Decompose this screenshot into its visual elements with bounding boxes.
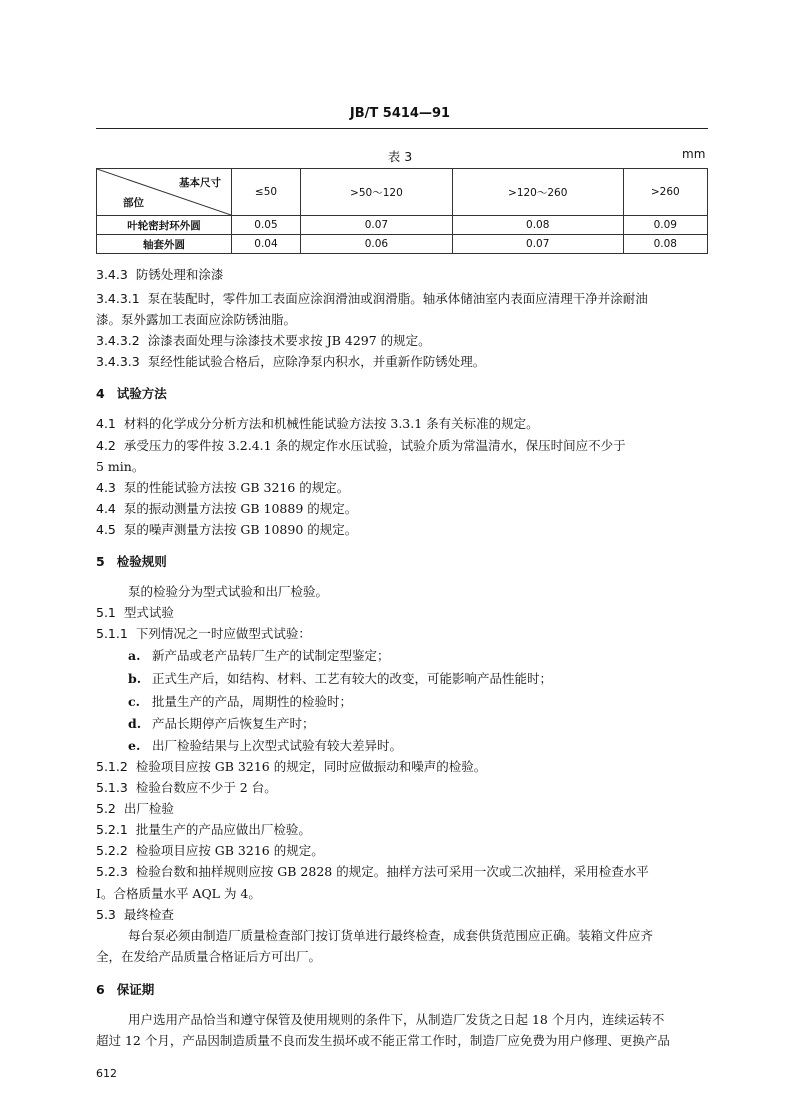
table-cell: 0.06 (300, 235, 452, 254)
clause-5-1-3 (96, 778, 277, 796)
clause-text: 型式试验 (123, 605, 174, 620)
list-item (128, 736, 402, 754)
list-item-text: 出厂检验结果与上次型式试验有较大差异时。 (152, 738, 403, 753)
section-5-intro: 泵的检验分为型式试验和出厂检验。 (128, 584, 329, 599)
column-header: >260 (623, 169, 707, 216)
section-6-text: 用户选用产品恰当和遵守保管及使用规则的条件下，从制造厂发货之日起 18 个月内，连续运转不 (128, 1012, 665, 1027)
clause-number: 4.5 (96, 522, 116, 537)
section-number: 5 (96, 554, 105, 569)
clause-number: 5.1.3 (96, 780, 128, 795)
clause-text: 泵的噪声测量方法按 GB 10890 的规定。 (123, 522, 358, 537)
clause-5-2-3 (96, 862, 649, 880)
clause-5-3-text: 每台泵必须由制造厂质量检查部门按订货单进行最终检查，成套供货范围应正确。装箱文件应齐 (128, 928, 654, 943)
clause-text: 泵的性能试验方法按 GB 3216 的规定。 (123, 480, 350, 495)
clause-5-1-2 (96, 757, 486, 775)
clause-5-2-2 (96, 841, 324, 859)
header-rule (96, 128, 708, 129)
table-cell: 0.04 (232, 235, 301, 254)
clause-5-1 (96, 603, 174, 621)
list-item-label: b. (128, 671, 142, 686)
table-row (97, 216, 708, 235)
table-cell: 0.09 (623, 216, 707, 235)
column-header: >50～120 (300, 169, 452, 216)
clause-3-4-3-1-cont: 漆。泵外露加工表面应涂防锈油脂。 (96, 312, 297, 327)
page-number: 612 (96, 1067, 117, 1080)
list-item (128, 646, 390, 664)
diag-top-label: 基本尺寸 (179, 177, 221, 189)
section-number: 6 (96, 982, 105, 997)
section-5-heading (96, 552, 167, 570)
clause-5-1-1 (96, 624, 311, 642)
clause-text: 泵在装配时，零件加工表面应涂润滑油或润滑脂。轴承体储油室内表面应清理干净并涂耐油 (147, 291, 648, 306)
clause-number: 5.2.2 (96, 843, 128, 858)
clause-3-4-3-2 (96, 331, 431, 349)
clause-5-2-3-cont: Ⅰ。合格质量水平 AQL 为 4。 (96, 886, 261, 901)
clause-4-5 (96, 520, 357, 538)
list-item-text: 正式生产后，如结构、材料、工艺有较大的改变，可能影响产品性能时； (152, 671, 553, 686)
section-6-text-cont: 超过 12 个月，产品因制造质量不良而发生损坏或不能正常工作时，制造厂应免费为用户修理、更换产品 (96, 1033, 670, 1048)
clause-5-3-text-cont: 全，在发给产品质量合格证后方可出厂。 (96, 949, 322, 964)
clause-5-3 (96, 905, 174, 923)
clause-number: 4.4 (96, 501, 116, 516)
clause-5-2 (96, 799, 174, 817)
table-caption: 表 3 (387, 149, 413, 164)
table-cell: 0.08 (452, 216, 623, 235)
clause-number: 3.4.3 (96, 267, 128, 282)
clause-4-3 (96, 478, 349, 496)
clause-4-2 (96, 436, 626, 454)
clause-number: 5.2.3 (96, 864, 128, 879)
clause-number: 5.2 (96, 801, 116, 816)
clause-text: 泵的振动测量方法按 GB 10889 的规定。 (123, 501, 358, 516)
clause-5-2-1 (96, 820, 311, 838)
clause-number: 5.1 (96, 605, 116, 620)
clause-text: 出厂检验 (123, 801, 174, 816)
clause-3-4-3-3 (96, 352, 485, 370)
column-header: >120～260 (452, 169, 623, 216)
list-item (128, 714, 315, 732)
clause-text: 涂漆表面处理与涂漆技术要求按 JB 4297 的规定。 (147, 333, 431, 348)
clause-number: 4.2 (96, 438, 116, 453)
clause-number: 4.3 (96, 480, 116, 495)
table-cell: 0.08 (623, 235, 707, 254)
clause-text: 检验项目应按 GB 3216 的规定，同时应做振动和噪声的检验。 (135, 759, 487, 774)
standard-header: JB/T 5414—91 (349, 106, 451, 121)
list-item-label: c. (128, 694, 140, 709)
list-item-label: d. (128, 716, 142, 731)
table-diagonal-header-cell (97, 169, 232, 216)
table-cell: 0.05 (232, 216, 301, 235)
section-6-heading (96, 980, 154, 998)
section-4-heading (96, 384, 167, 402)
clause-text: 批量生产的产品应做出厂检验。 (135, 822, 311, 837)
clause-4-1 (96, 414, 539, 432)
tolerance-table (96, 168, 708, 254)
clause-text: 检验台数应不少于 2 台。 (135, 780, 277, 795)
clause-4-4 (96, 499, 357, 517)
section-number: 4 (96, 386, 105, 401)
list-item-label: a. (128, 648, 141, 663)
clause-text: 泵经性能试验合格后，应除净泵内积水，并重新作防锈处理。 (147, 354, 486, 369)
table-cell: 0.07 (452, 235, 623, 254)
clause-3-4-3-1 (96, 289, 648, 307)
clause-text: 检验台数和抽样规则应按 GB 2828 的规定。抽样方法可采用一次或二次抽样，采用检查水平 (135, 864, 649, 879)
section-title: 检验规则 (116, 554, 167, 569)
clause-text: 材料的化学成分分析方法和机械性能试验方法按 3.3.1 条有关标准的规定。 (123, 416, 539, 431)
table-row (97, 235, 708, 254)
clause-title: 防锈处理和涂漆 (135, 267, 224, 282)
list-item (128, 669, 552, 687)
clause-number: 4.1 (96, 416, 116, 431)
clause-number: 5.1.2 (96, 759, 128, 774)
clause-number: 3.4.3.2 (96, 333, 140, 348)
clause-4-2-cont: 5 min。 (96, 459, 145, 474)
clause-number: 5.2.1 (96, 822, 128, 837)
row-label: 轴套外圆 (97, 235, 232, 254)
list-item-text: 批量生产的产品，周期性的检验时； (152, 694, 353, 709)
column-header: ≤50 (232, 169, 301, 216)
clause-number: 5.1.1 (96, 626, 128, 641)
table-header-row (97, 169, 708, 216)
diag-bottom-label: 部位 (123, 197, 144, 209)
table-unit: mm (682, 147, 706, 161)
clause-text: 最终检查 (123, 907, 174, 922)
list-item-text: 产品长期停产后恢复生产时； (152, 716, 315, 731)
list-item-text: 新产品或老产品转厂生产的试制定型鉴定； (152, 648, 390, 663)
list-item (128, 692, 352, 710)
clause-number: 3.4.3.1 (96, 291, 140, 306)
section-title: 试验方法 (116, 386, 167, 401)
table-cell: 0.07 (300, 216, 452, 235)
section-title: 保证期 (116, 982, 155, 997)
list-item-label: e. (128, 738, 141, 753)
clause-number: 5.3 (96, 907, 116, 922)
clause-text: 检验项目应按 GB 3216 的规定。 (135, 843, 324, 858)
clause-3-4-3-heading (96, 265, 223, 283)
clause-text: 承受压力的零件按 3.2.4.1 条的规定作水压试验，试验介质为常温清水，保压时间应不少于 (123, 438, 626, 453)
clause-text: 下列情况之一时应做型式试验： (135, 626, 311, 641)
row-label: 叶轮密封环外圆 (97, 216, 232, 235)
clause-number: 3.4.3.3 (96, 354, 140, 369)
